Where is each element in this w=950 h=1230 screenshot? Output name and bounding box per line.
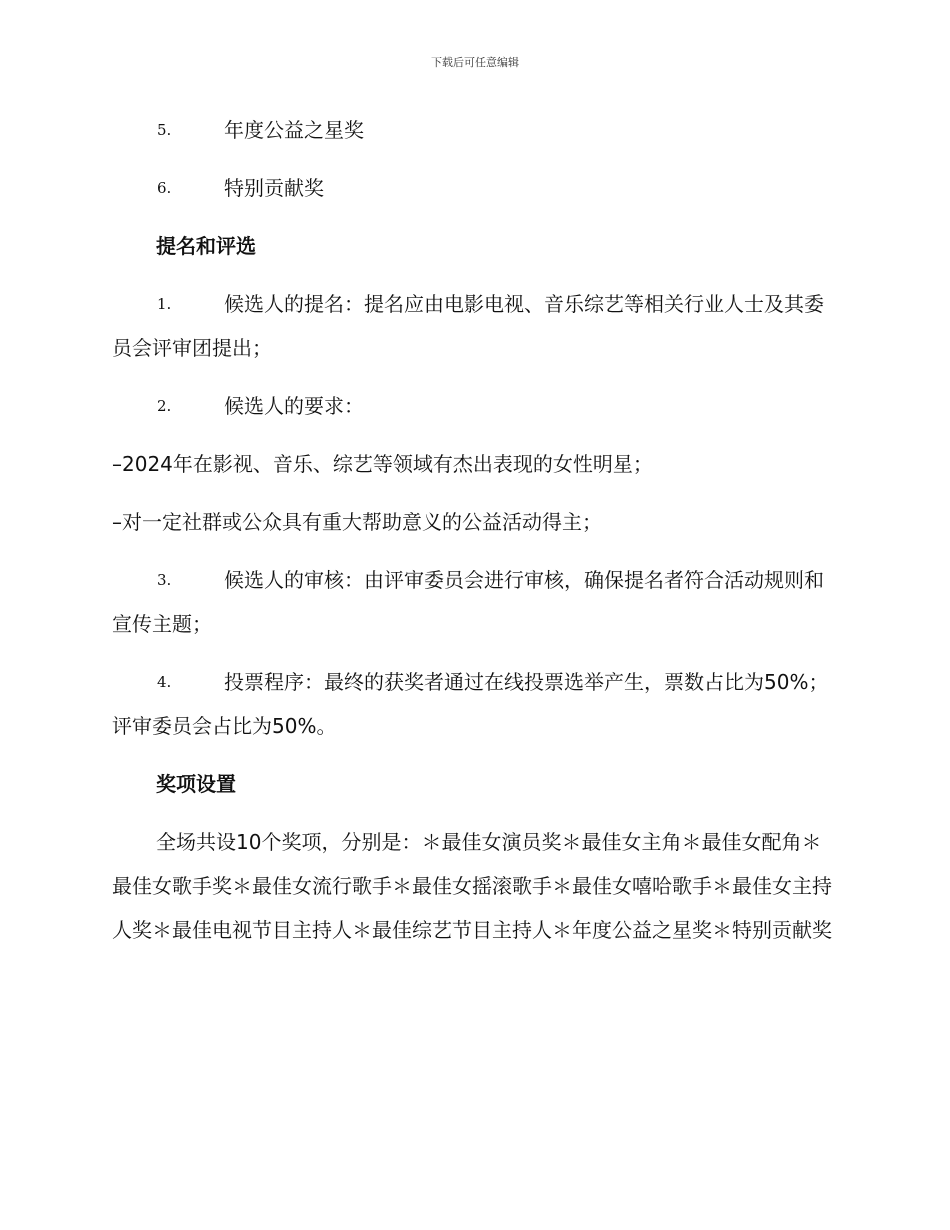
- nomination-item: [112, 558, 840, 646]
- list-number: 4.: [157, 673, 172, 691]
- list-number: 1.: [157, 295, 172, 313]
- awards-body-paragraph: 全场共设10个奖项，分别是：＊最佳女演员奖＊最佳女主角＊最佳女配角＊最佳女歌手奖＊最佳女流行歌手＊最佳女摇滚歌手＊最佳女嘻哈歌手＊最佳女主持人奖＊最佳电视节目主持人＊最佳综艺节目主持人＊年度公益之星奖＊特别贡献奖: [112, 830, 832, 942]
- requirement-line: –2024年在影视、音乐、综艺等领域有杰出表现的女性明星；: [112, 452, 653, 476]
- list-number: 5.: [157, 121, 172, 139]
- requirement-line: –对一定社群或公众具有重大帮助意义的公益活动得主；: [112, 510, 602, 534]
- list-text: 年度公益之星奖: [224, 118, 364, 142]
- nomination-item: [112, 282, 840, 370]
- document-content: [112, 108, 840, 952]
- nomination-item: [112, 384, 840, 428]
- list-text: 特别贡献奖: [224, 176, 324, 200]
- section-heading-nomination: 提名和评选: [156, 234, 256, 258]
- list-item: [112, 166, 840, 210]
- nomination-item: [112, 660, 840, 748]
- list-text: 候选人的提名：提名应由电影电视、音乐综艺等相关行业人士及其委员会评审团提出；: [112, 292, 824, 360]
- header-note: 下载后可任意编辑: [431, 56, 519, 69]
- list-text: 投票程序：最终的获奖者通过在线投票选举产生，票数占比为50%；评审委员会占比为50%。: [112, 670, 829, 738]
- list-item: [112, 108, 840, 152]
- section-heading-awards: 奖项设置: [156, 772, 236, 796]
- list-number: 3.: [157, 571, 172, 589]
- list-text: 候选人的要求：: [224, 394, 364, 418]
- list-number: 2.: [157, 397, 172, 415]
- list-number: 6.: [157, 179, 172, 197]
- list-text: 候选人的审核：由评审委员会进行审核，确保提名者符合活动规则和宣传主题；: [112, 568, 824, 636]
